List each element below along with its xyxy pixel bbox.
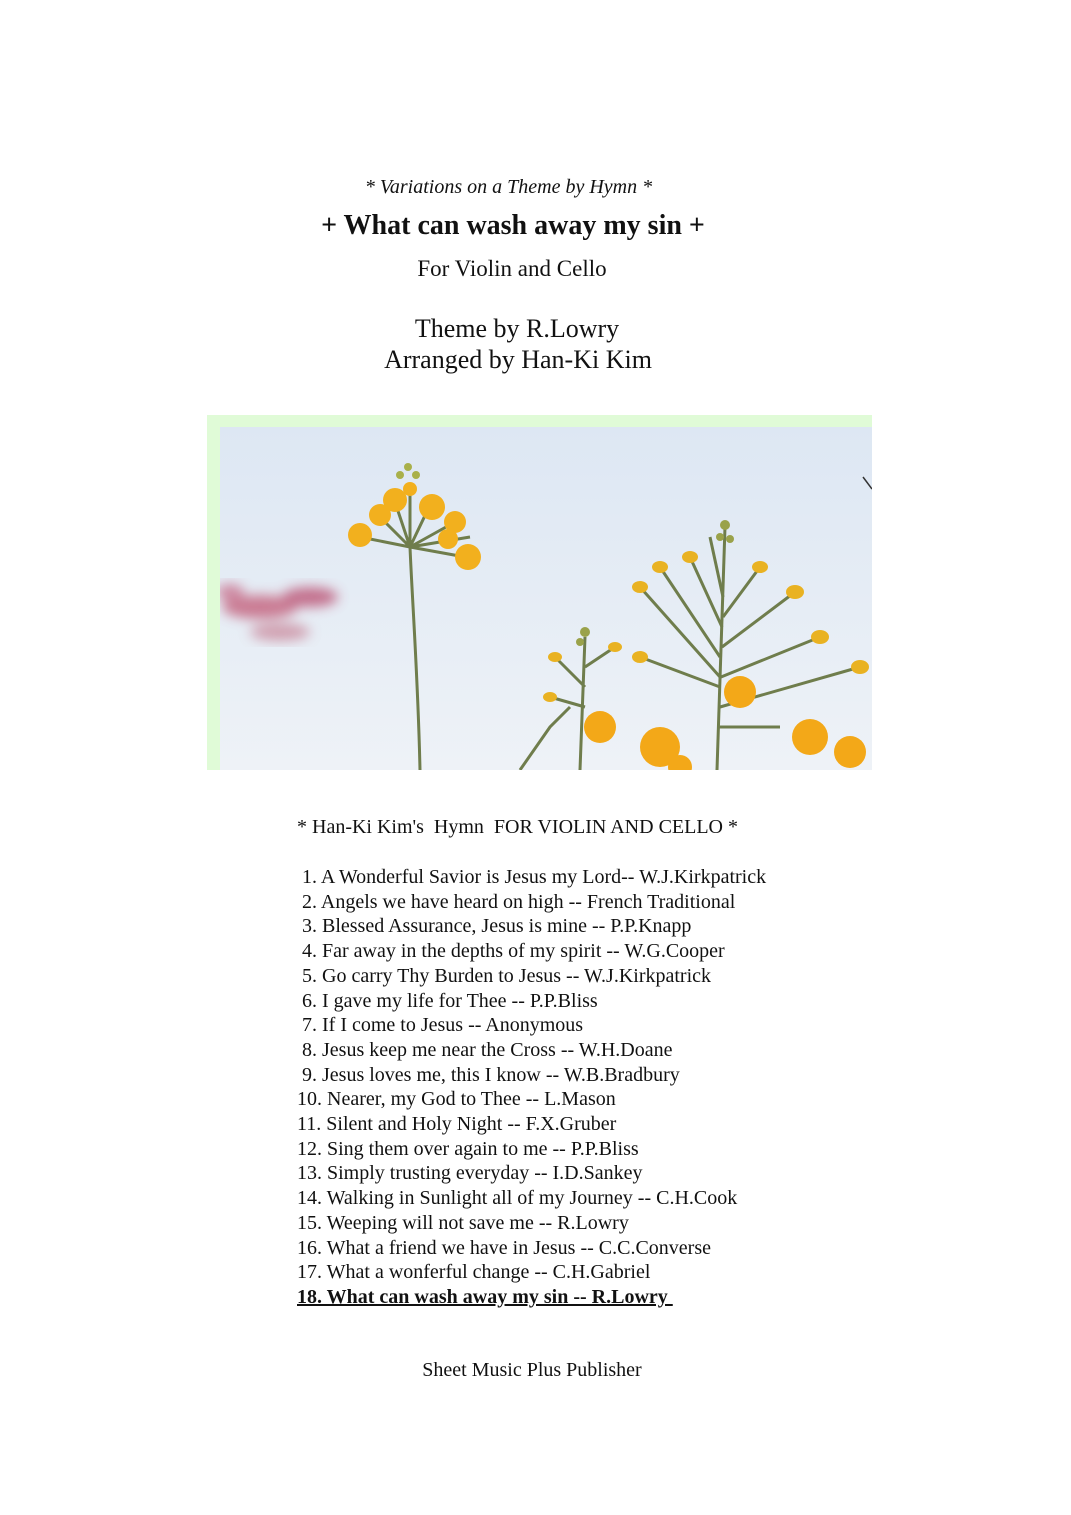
list-item: 4. Far away in the depths of my spirit -- W.G.Cooper [297, 940, 725, 963]
list-item: 3. Blessed Assurance, Jesus is mine -- P.P.Knapp [297, 915, 692, 938]
list-item-current: 18. What can wash away my sin -- R.Lowry [297, 1285, 673, 1308]
list-item: 12. Sing them over again to me -- P.P.Bliss [297, 1137, 639, 1160]
list-item: 15. Weeping will not save me -- R.Lowry [297, 1211, 629, 1234]
list-item: 6. I gave my life for Thee -- P.P.Bliss [297, 989, 598, 1012]
list-item: 5. Go carry Thy Burden to Jesus -- W.J.Kirkpatrick [297, 964, 712, 987]
publisher: Sheet Music Plus Publisher [422, 1359, 642, 1381]
list-item: 16. What a friend we have in Jesus -- C.C.Converse [297, 1236, 711, 1259]
flower-illustration [220, 427, 872, 770]
list-item: 7. If I come to Jesus -- Anonymous [297, 1014, 584, 1037]
list-item: 2. Angels we have heard on high -- French Traditional [297, 890, 736, 913]
series-subtitle: * Variations on a Theme by Hymn * [364, 176, 653, 198]
song-list [297, 865, 766, 1310]
cover-photo [207, 415, 872, 770]
theme-credit: Theme by R.Lowry [414, 314, 620, 343]
list-item: 17. What a wonferful change -- C.H.Gabriel [297, 1261, 651, 1284]
instrumentation: For Violin and Cello [417, 256, 607, 281]
list-item: 10. Nearer, my God to Thee -- L.Mason [297, 1088, 616, 1111]
list-item: 11. Silent and Holy Night -- F.X.Gruber [297, 1113, 617, 1136]
list-item: 1. A Wonderful Savior is Jesus my Lord-- W.J.Kirkpatrick [297, 866, 767, 888]
arranger-credit: Arranged by Han-Ki Kim [384, 345, 652, 374]
collection-title: * Han-Ki Kim's Hymn FOR VIOLIN AND CELLO * [297, 816, 738, 838]
list-item: 13. Simply trusting everyday -- I.D.Sankey [297, 1162, 643, 1185]
list-item: 8. Jesus keep me near the Cross -- W.H.Doane [297, 1038, 673, 1061]
page-title: + What can wash away my sin + [321, 210, 705, 241]
list-item: 9. Jesus loves me, this I know -- W.B.Bradbury [297, 1063, 680, 1086]
list-item: 14. Walking in Sunlight all of my Journey -- C.H.Cook [297, 1187, 738, 1210]
